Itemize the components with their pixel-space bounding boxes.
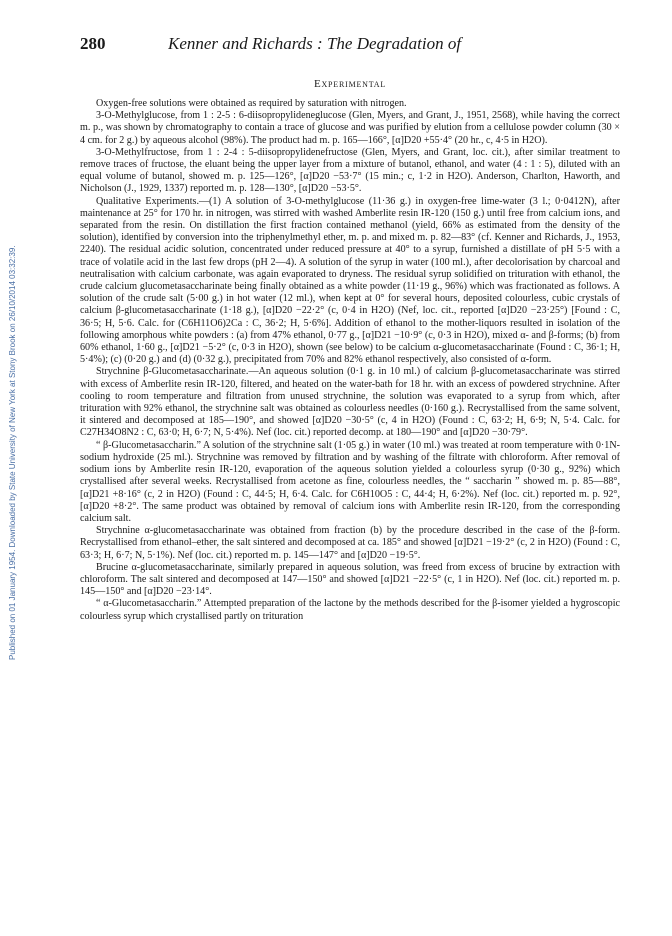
page-number: 280 xyxy=(80,34,106,53)
download-watermark xyxy=(0,60,26,660)
paragraph: “ β-Glucometasaccharin.” A solution of the strychnine salt (1·05 g.) in water (10 ml.) was treated at room temperature with 0·1N-sodium hydroxide (25 ml.). Strychnine was removed by filtration and by washing of the filtrate with chloroform. After removal of sodium ions by Amberlite resin IR-120, evaporation of the aqueous solution yielded a colourless syrup (0·30 g., 92%) which crystallised after several weeks. Recrystallised from acetone as fine, colourless needles, the “ saccharin ” showed m. p. 85—88°, [α]D21 +8·16° (c, 2 in H2O) (Found : C, 44·5; H, 6·4. Calc. for C6H10O5 : C, 44·4; H, 6·2%). Nef (loc. cit.) reported m. p. 92°, [α]D20 +8·2°. The same product was obtained by removal of calcium ions with Amberlite resin IR-120, from the corresponding calcium salt. xyxy=(80,439,620,524)
page-header xyxy=(80,34,620,58)
paragraph: Oxygen-free solutions were obtained as required by saturation with nitrogen. xyxy=(96,98,407,109)
paragraph: 3-O-Methylglucose, from 1 : 2-5 : 6-diisopropylideneglucose (Glen, Myers, and Grant, J., 1951, 2568), while having the correct m. p., was shown by chromatography to contain a trace of glucose and was purified by elution from a cellulose powder column (30 × 4 cm. for 2 g.) by aqueous alcohol (98%). The product had m. p. 165—166°, [α]D20 +55·4° (20 hr., c, 4·5 in H2O). xyxy=(80,110,620,146)
paragraph: Brucine α-glucometasaccharinate, similarly prepared in aqueous solution, was freed from excess of brucine by extraction with chloroform. The salt sintered and decomposed at 147—150° and showed [α]D21 −22·5° (c, 1 in H2O). Nef (loc. cit.) reported m. p. 145—150° and [α]D20 −23·14°. xyxy=(80,561,620,598)
article-body xyxy=(80,98,620,932)
download-note: Published on 01 January 1954. Downloaded by State University of New York at Stony Brook on 26/10/2014 03:32:39. xyxy=(8,245,17,660)
section-heading: Experimental xyxy=(313,78,387,90)
paragraph: 3-O-Methylfructose, from 1 : 2-4 : 5-diisopropylidenefructose (Glen, Myers, and Grant, loc. cit.), after similar treatment to remove traces of fructose, the eluant being the upper layer from a mixture of butanol, ethanol, and water (4 : 1 : 5), diluted with an equal volume of butanol, showed m. p. 125—126°, [α]D20 −53·7° (15 min.; c, 1·2 in H2O). Anderson, Charlton, Haworth, and Nicholson (J., 1929, 1337) reported m. p. 128—130°, [α]D20 −53·5°. xyxy=(80,146,620,195)
paragraph: Strychnine α-glucometasaccharinate was obtained from fraction (b) by the procedure described in the case of the β-form. Recrystallised from ethanol–ether, the salt sintered and decomposed at ca. 185° and showed [α]D21 −19·2° (c, 2 in H2O) (Found : C, 63·3; H, 6·7; N, 5·1%). Nef (loc. cit.) reported m. p. 145—147° and [α]D20 −19·5°. xyxy=(80,525,620,561)
paragraph: “ α-Glucometasaccharin.” Attempted preparation of the lactone by the methods described for the β-isomer yielded a hygroscopic colourless syrup which crystallised partly on trituration xyxy=(80,598,620,622)
paragraph: Qualitative Experiments.—(1) A solution of 3-O-methylglucose (11·36 g.) in oxygen-free lime-water (3 l.; 0·0412N), after maintenance at 25° for 170 hr. in nitrogen, was stirred with washed Amberlite resin IR-120 (150 g.) until free from calcium ions, and separated from the resin. On distillation the first fraction contained methanol (yield, 66% as estimated from the density of the solution), identified by conversion into the triphenylmethyl ether, m. p. and mixed m. p. 82—83° (cf. Kenner and Richards, J., 1953, 2240). The residual acidic solution, concentrated under reduced pressure at 40° to a syrup, furnished a distillate of pH 5·5 with a trace of volatile acid in the last few drops (pH 2—4). A solution of the syrup in water (100 ml.), after decolorisation by charcoal and neutralisation with calcium carbonate, was again evaporated to dryness. The residual syrup solidified on trituration with ethanol, the crude calcium glucometasaccharinate being finally obtained as a white powder (11·19 g., 96%) which was fractionated as follows. A solution of the crude salt (5·00 g.) in hot water (12 ml.), when kept at 0° for several hours, deposited colourless, cubic crystals of calcium β-glucometasaccharinate (1·18 g.), [α]D20 −22·2° (c, 0·4 in H2O) (Nef, loc. cit., reported [α]D20 −23·25°) [Found : C, 36·5; H, 5·6. Calc. for (C6H11O6)2Ca : C, 36·2; H, 5·6%]. Addition of ethanol to the mother-liquors resulted in isolation of the following amorphous white powders : (a) from 47% ethanol, 0·77 g., [α]D21 −10·9° (c, 0·3 in H2O), mixed α- and β-forms; (b) from 60% ethanol, 1·60 g., [α]D21 −5·2° (c, 0·3 in H2O), shown (see below) to be calcium α-glucometasaccharinate (Found : C, 36·1; H, 5·4%); (c) (0·20 g.) and (d) (0·32 g.), precipitated from 70% and 82% ethanol respectively, also consisted of α-form. xyxy=(80,195,620,366)
paragraph: Strychnine β-Glucometasaccharinate.—An aqueous solution (0·1 g. in 10 ml.) of calcium β-glucometasaccharinate was stirred with excess of Amberlite resin IR-120, filtered, and heated on the water-bath for 18 hr. with an excess of powdered strychnine. After cooling to room temperature and filtration from unused strychnine, the solution was evaporated to a syrup from which, after trituration with 92% ethanol, the strychnine salt was obtained as colourless needles (0·160 g.). Recrystallised from the same solvent, it sintered and decomposed at 185—190°, and showed [α]D20 −30·5° (c, 4 in H2O) (Found : C, 63·2; H, 6·9; N, 5·4. Calc. for C27H34O8N2 : C, 63·0; H, 6·7; N, 5·4%). Nef (loc. cit.) reported decomp. at 180—190° and [α]D20 −30·79°. xyxy=(80,366,620,439)
running-title: Kenner and Richards : The Degradation of xyxy=(168,34,462,53)
